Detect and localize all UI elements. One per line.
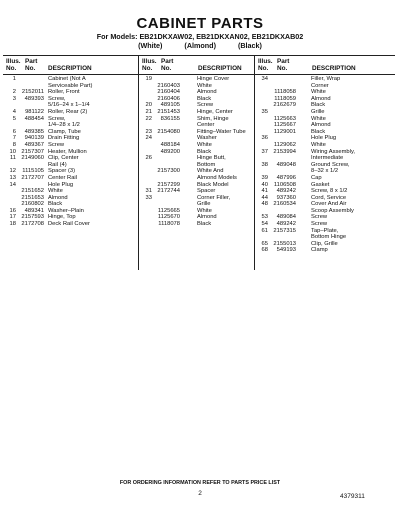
description: 1/4–28 x 1/2 bbox=[48, 122, 80, 129]
illus-no: 12 bbox=[9, 168, 16, 175]
part-number: 836155 bbox=[160, 115, 180, 122]
part-number: 2160406 bbox=[157, 95, 180, 102]
description: Screw bbox=[311, 221, 328, 228]
table-header-rule bbox=[3, 74, 395, 75]
illus-no: 54 bbox=[261, 221, 268, 228]
description: Cap bbox=[311, 174, 322, 181]
part-number: 489242 bbox=[276, 221, 296, 228]
description: Hole Plug bbox=[48, 181, 74, 188]
part-number: 489105 bbox=[160, 102, 180, 109]
description: Screw bbox=[197, 102, 214, 109]
description: Hinge Butt, bbox=[197, 155, 226, 162]
part-number: 2160403 bbox=[157, 82, 180, 89]
part-number: 489367 bbox=[24, 141, 44, 148]
models-line: For Models: EB21DKXAW02, EB21DKXAN02, EB21DKXAB02 bbox=[96, 32, 304, 41]
description: Serviceable Part) bbox=[48, 82, 93, 89]
illus-no: 61 bbox=[261, 227, 268, 234]
part-number: 2151652 bbox=[21, 188, 44, 195]
description: Filler, Wrap bbox=[311, 76, 341, 82]
part-number: 1129062 bbox=[273, 141, 296, 148]
illus-no: 40 bbox=[261, 181, 268, 188]
description: Rail (4) bbox=[48, 161, 67, 168]
color-black: (Black) bbox=[237, 41, 262, 50]
description: Wiring Assembly, bbox=[311, 148, 356, 155]
description: Scoop Assembly bbox=[311, 207, 354, 214]
description: White bbox=[311, 141, 326, 148]
description: Corner Filler, bbox=[197, 194, 231, 201]
part-number: 488454 bbox=[24, 115, 44, 122]
illus-no: 2 bbox=[12, 89, 16, 96]
description: Corner bbox=[311, 82, 329, 89]
part-number: 1118059 bbox=[274, 95, 296, 102]
description: Almond bbox=[48, 194, 68, 201]
description: Almond bbox=[311, 122, 331, 129]
header-description: DESCRIPTION bbox=[48, 65, 92, 72]
description: Shim, Hinge bbox=[197, 115, 229, 122]
part-number: 2153994 bbox=[273, 148, 296, 155]
description: Washer–Plain bbox=[48, 207, 84, 214]
description: Deck Rail Cover bbox=[48, 221, 90, 228]
part-number: 1106508 bbox=[273, 181, 296, 188]
description: White bbox=[311, 115, 326, 122]
description: Almond bbox=[311, 95, 331, 102]
column-divider-2 bbox=[254, 55, 255, 270]
description: Drain Fitting bbox=[48, 135, 80, 142]
part-number: 2152011 bbox=[21, 89, 44, 96]
description: Black bbox=[197, 148, 212, 155]
illus-no: 17 bbox=[9, 214, 16, 221]
illus-no: 38 bbox=[261, 161, 268, 168]
description: Gasket bbox=[311, 181, 330, 188]
part-number: 1125667 bbox=[273, 122, 296, 129]
column-divider-1 bbox=[138, 55, 139, 270]
description: Cover And Air bbox=[311, 201, 347, 208]
description: Cord, Service bbox=[311, 194, 347, 201]
part-number: 1118058 bbox=[274, 89, 296, 96]
description: Screw bbox=[311, 214, 328, 221]
color-almond: (Almond) bbox=[184, 41, 216, 50]
part-number: 2154080 bbox=[157, 128, 180, 135]
description: Black bbox=[48, 201, 63, 208]
header-illus-no: Illus. No. bbox=[258, 58, 273, 72]
description: Almond bbox=[197, 214, 217, 221]
description: White bbox=[311, 89, 326, 96]
description: Spacer bbox=[197, 188, 216, 195]
part-number: 2155013 bbox=[273, 240, 296, 247]
part-number: 489385 bbox=[24, 128, 44, 135]
illus-no: 5 bbox=[12, 115, 16, 122]
illus-no: 10 bbox=[9, 148, 16, 155]
illus-no: 44 bbox=[261, 194, 268, 201]
part-number: 2162679 bbox=[273, 102, 296, 109]
part-number: 488184 bbox=[160, 141, 180, 148]
illus-no: 13 bbox=[9, 174, 16, 181]
description: Hinge, Top bbox=[48, 214, 76, 221]
description: Screw, bbox=[48, 95, 66, 102]
part-number: 549193 bbox=[276, 247, 296, 254]
table-top-rule bbox=[3, 55, 395, 56]
part-number: 1125663 bbox=[273, 115, 296, 122]
illus-no: 3 bbox=[12, 95, 16, 102]
part-number: 2157300 bbox=[157, 168, 180, 175]
illus-no: 33 bbox=[145, 194, 152, 201]
part-number: 489242 bbox=[276, 188, 296, 195]
description: 8–32 x 1/2 bbox=[311, 168, 339, 175]
description: White bbox=[197, 82, 212, 89]
part-number: 1118078 bbox=[158, 221, 180, 228]
part-number: 2151653 bbox=[21, 194, 44, 201]
part-number: 487996 bbox=[276, 174, 296, 181]
illus-no: 14 bbox=[9, 181, 16, 188]
description: Grille bbox=[311, 108, 325, 115]
part-number: 2160404 bbox=[157, 89, 180, 96]
part-number: 489084 bbox=[276, 214, 296, 221]
description: Washer bbox=[197, 135, 217, 142]
illus-no: 65 bbox=[261, 240, 268, 247]
page-number: 2 bbox=[198, 490, 202, 497]
description: Hinge Cover bbox=[197, 76, 230, 82]
description: Spacer (3) bbox=[48, 168, 76, 175]
description: Fitting–Water Tube bbox=[197, 128, 246, 135]
description: Almond bbox=[197, 89, 217, 96]
description: Screw, bbox=[48, 115, 66, 122]
color-white: (White) bbox=[138, 41, 163, 50]
description: Clamp bbox=[311, 247, 328, 254]
page-title: CABINET PARTS bbox=[136, 15, 264, 32]
description: White bbox=[48, 188, 63, 195]
illus-no: 23 bbox=[145, 128, 152, 135]
document-number: 4379311 bbox=[340, 493, 365, 500]
part-number: 2151453 bbox=[157, 108, 180, 115]
illus-no: 37 bbox=[261, 148, 268, 155]
illus-no: 4 bbox=[12, 108, 16, 115]
illus-no: 41 bbox=[261, 188, 268, 195]
illus-no: 19 bbox=[145, 76, 152, 82]
description: White bbox=[197, 141, 212, 148]
description: Bottom Hinge bbox=[311, 234, 347, 241]
description: Black bbox=[311, 102, 326, 109]
illus-no: 68 bbox=[261, 247, 268, 254]
part-number: 2160534 bbox=[273, 201, 296, 208]
part-number: 981122 bbox=[25, 108, 44, 115]
part-number: 489341 bbox=[24, 207, 44, 214]
part-number: 489393 bbox=[24, 95, 44, 102]
description: 5/16–24 x 1–1/4 bbox=[48, 102, 90, 109]
illus-no: 39 bbox=[261, 174, 268, 181]
illus-no: 34 bbox=[261, 76, 268, 82]
description: Black Model bbox=[197, 181, 229, 188]
part-number: 1129001 bbox=[273, 128, 296, 135]
illus-no: 20 bbox=[145, 102, 152, 109]
description: Clamp, Tube bbox=[48, 128, 81, 135]
description: Black bbox=[197, 95, 212, 102]
description: Clip, Center bbox=[48, 155, 79, 162]
illus-no: 18 bbox=[9, 221, 16, 228]
part-number: 2172708 bbox=[21, 221, 44, 228]
part-number: 2160802 bbox=[21, 201, 44, 208]
illus-no: 11 bbox=[9, 155, 16, 162]
description: Cabinet (Not A bbox=[48, 76, 86, 82]
header-part-no: Part No. bbox=[277, 58, 290, 72]
header-part-no: Part No. bbox=[161, 58, 174, 72]
part-number: 1125665 bbox=[157, 207, 180, 214]
illus-no: 8 bbox=[12, 141, 16, 148]
description: Center Rail bbox=[48, 174, 77, 181]
illus-no: 36 bbox=[261, 135, 268, 142]
header-part-no: Part No. bbox=[25, 58, 38, 72]
description: Screw, 8 x 1/2 bbox=[311, 188, 348, 195]
part-number: 2149060 bbox=[21, 155, 44, 162]
ordering-note: FOR ORDERING INFORMATION REFER TO PARTS PRICE LIST bbox=[119, 480, 281, 486]
description: Hole Plug bbox=[311, 135, 337, 142]
part-number: 2157593 bbox=[21, 214, 44, 221]
illus-no: 22 bbox=[145, 115, 152, 122]
part-number: 2157315 bbox=[273, 227, 296, 234]
description: Roller, Rear (2) bbox=[48, 108, 88, 115]
part-number: 937360 bbox=[276, 194, 296, 201]
part-number: 2172744 bbox=[157, 188, 180, 195]
description: Center bbox=[197, 122, 215, 129]
illus-no: 16 bbox=[9, 207, 16, 214]
illus-no: 35 bbox=[261, 108, 268, 115]
part-number: 2157299 bbox=[157, 181, 180, 188]
illus-no: 1 bbox=[12, 76, 16, 82]
description: Hinge, Center bbox=[197, 108, 233, 115]
description: Black bbox=[197, 221, 212, 228]
header-description: DESCRIPTION bbox=[312, 65, 356, 72]
illus-no: 53 bbox=[261, 214, 268, 221]
part-number: 2172707 bbox=[21, 174, 44, 181]
header-illus-no: Illus. No. bbox=[142, 58, 157, 72]
description: Tap–Plate, bbox=[311, 227, 339, 234]
part-number: 1115105 bbox=[22, 168, 44, 175]
illus-no: 24 bbox=[145, 135, 152, 142]
description: Heater, Mullion bbox=[48, 148, 87, 155]
part-number: 1125670 bbox=[157, 214, 180, 221]
header-illus-no: Illus. No. bbox=[6, 58, 21, 72]
illus-no: 26 bbox=[145, 155, 152, 162]
illus-no: 6 bbox=[12, 128, 16, 135]
illus-no: 7 bbox=[12, 135, 16, 142]
description: Screw bbox=[48, 141, 65, 148]
illus-no: 21 bbox=[145, 108, 152, 115]
description: White bbox=[197, 207, 212, 214]
part-number: 489048 bbox=[276, 161, 296, 168]
description: Ground Screw, bbox=[311, 161, 350, 168]
illus-no: 48 bbox=[261, 201, 268, 208]
color-variants bbox=[0, 41, 400, 50]
description: White And bbox=[197, 168, 224, 175]
description: Almond Models bbox=[197, 174, 237, 181]
description: Grille bbox=[197, 201, 211, 208]
description: Intermediate bbox=[311, 155, 344, 162]
part-number: 940139 bbox=[24, 135, 44, 142]
illus-no: 31 bbox=[145, 188, 152, 195]
description: Clip, Grille bbox=[311, 240, 338, 247]
part-number: 2157307 bbox=[21, 148, 44, 155]
description: Black bbox=[311, 128, 326, 135]
description: Roller, Front bbox=[48, 89, 80, 96]
header-description: DESCRIPTION bbox=[198, 65, 242, 72]
description: Bottom bbox=[197, 161, 216, 168]
part-number: 489200 bbox=[160, 148, 180, 155]
